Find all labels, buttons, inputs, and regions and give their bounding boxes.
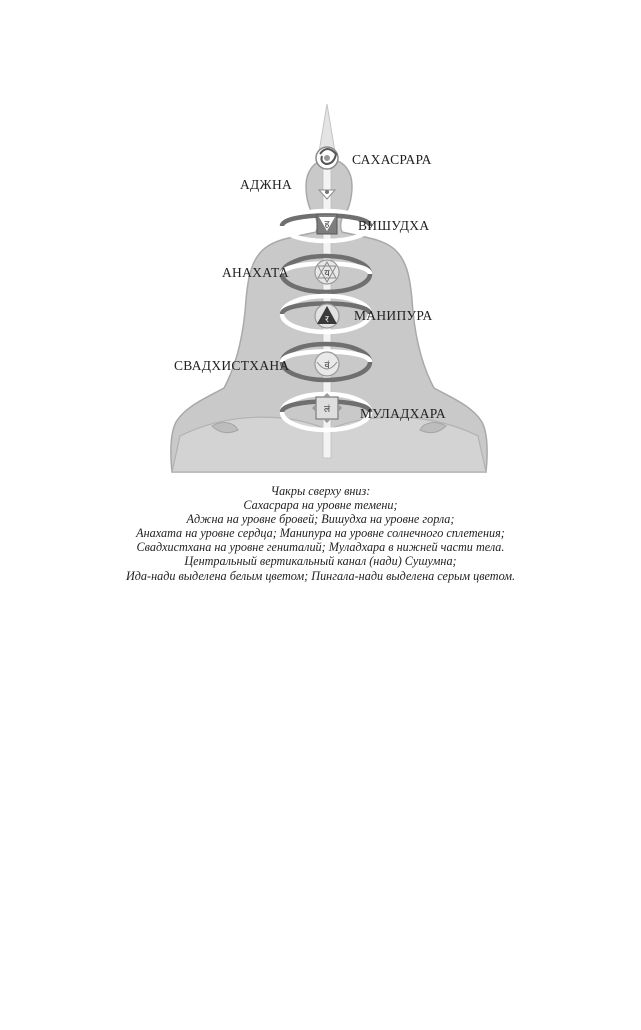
label-ajna: АДЖНА xyxy=(240,177,293,192)
caption-line-2: Сахасрара на уровне темени; xyxy=(243,498,398,513)
caption-line-4: Анахата на уровне сердца; Манипура на уровне солнечного сплетения; xyxy=(136,526,505,541)
caption-line-3: Аджна на уровне бровей; Вишудха на уровне горла; xyxy=(186,512,455,527)
svadhisthana-glyph: वं xyxy=(324,361,330,371)
label-muladhara: МУЛАДХАРА xyxy=(360,406,446,421)
figure-caption xyxy=(0,484,641,583)
label-manipura: МАНИПУРА xyxy=(354,308,433,323)
caption-line-1: Чакры сверху вниз: xyxy=(270,484,371,498)
caption-line-5: Свадхистхана на уровне гениталий; Муладхара в нижней части тела. xyxy=(136,540,505,555)
chakra-figure xyxy=(168,100,490,478)
vishuddha-symbol xyxy=(317,214,337,234)
label-sahasrara: САХАСРАРА xyxy=(352,152,432,167)
manipura-symbol xyxy=(315,304,339,328)
muladhara-glyph: लं xyxy=(323,405,331,415)
caption-line-7: Ида-нади выделена белым цветом; Пингала-нади выделена серым цветом. xyxy=(125,568,516,583)
label-anahata: АНАХАТА xyxy=(222,265,289,280)
chakra-figure-svg xyxy=(168,100,490,478)
svadhisthana-symbol xyxy=(315,352,339,376)
anahata-symbol xyxy=(315,260,339,284)
label-svadhisthana: СВАДХИСТХАНА xyxy=(174,358,290,373)
vishuddha-glyph: ह xyxy=(324,220,330,230)
anahata-glyph: य xyxy=(324,269,330,279)
caption-line-6: Центральный вертикальный канал (нади) Сушумна; xyxy=(184,554,457,569)
label-vishuddha: ВИШУДХА xyxy=(358,218,430,233)
manipura-glyph: र xyxy=(325,315,329,325)
muladhara-symbol xyxy=(312,393,342,423)
sahasrara-symbol xyxy=(316,147,338,169)
